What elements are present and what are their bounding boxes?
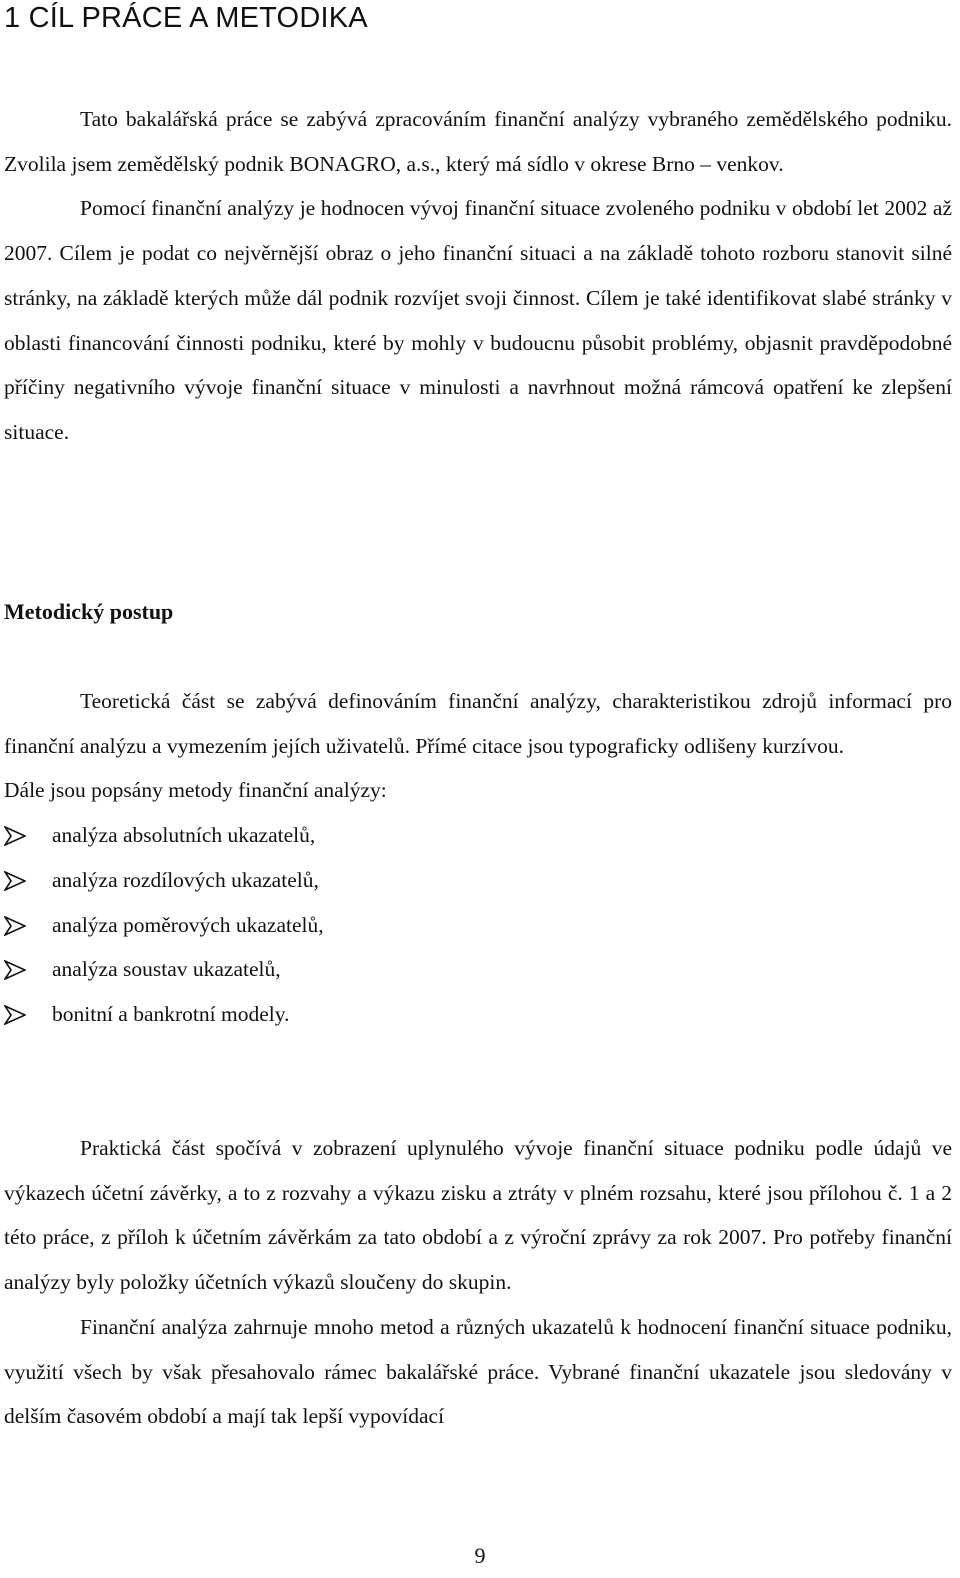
list-item-label: bonitní a bankrotní modely. xyxy=(52,1001,290,1026)
intro-paragraph-1: Tato bakalářská práce se zabývá zpracováním finanční analýzy vybraného zemědělského podniku. Zvolila jsem zemědělský podnik BONAGRO, a.s., který má sídlo v okrese Brno – venkov. xyxy=(4,107,952,176)
practical-paragraph-2: Finanční analýza zahrnuje mnoho metod a různých ukazatelů k hodnocení finanční situace podniku, využití všech by však přesahovalo rámec bakalářské práce. Vybrané finanční ukazatele jsou sledovány v delším časovém období a mají tak lepší vypovídací xyxy=(4,1314,952,1429)
list-item xyxy=(4,858,952,903)
list-item-label: analýza soustav ukazatelů, xyxy=(52,957,281,982)
list-item xyxy=(4,903,952,948)
method-section xyxy=(4,679,952,1037)
chapter-heading: 1 CÍL PRÁCE A METODIKA xyxy=(4,2,368,34)
list-item-label: analýza absolutních ukazatelů, xyxy=(52,823,316,848)
arrowhead-bullet-icon xyxy=(4,960,26,980)
methods-list xyxy=(4,813,952,1037)
method-subheading: Metodický postup xyxy=(4,599,174,624)
arrowhead-bullet-icon xyxy=(4,916,26,936)
practical-paragraph-1: Praktická část spočívá v zobrazení uplynulého vývoje finanční situace podniku podle údajů ve výkazech účetní závěrky, a to z rozvahy a výkazu zisku a ztráty v plném rozsahu, které jsou přílohou č. 1 a 2 této práce, z příloh k účetním závěrkám za tato období a z výroční zprávy za rok 2007. Pro potřeby finanční analýzy byly položky účetních výkazů sloučeny do skupin. xyxy=(4,1136,952,1295)
list-item-label: analýza rozdílových ukazatelů, xyxy=(52,867,319,892)
practical-section xyxy=(4,1126,952,1439)
arrowhead-bullet-icon xyxy=(4,1005,26,1025)
list-item xyxy=(4,992,952,1037)
intro-section xyxy=(4,97,952,455)
list-item xyxy=(4,947,952,992)
list-item xyxy=(4,813,952,858)
intro-paragraph-2: Pomocí finanční analýzy je hodnocen vývoj finanční situace zvoleného podniku v období let 2002 až 2007. Cílem je podat co nejvěrnější obraz o jeho finanční situaci a na základě tohoto rozboru stanovit silné stránky, na základě kterých může dál podnik rozvíjet svoji činnost. Cílem je také identifikovat slabé stránky v oblasti financování činnosti podniku, které by mohly v budoucnu působit problémy, objasnit pravděpodobné příčiny negativního vývoje finanční situace v minulosti a navrhnout možná rámcová opatření ke zlepšení situace. xyxy=(4,196,952,444)
arrowhead-bullet-icon xyxy=(4,871,26,891)
method-paragraph: Teoretická část se zabývá definováním finanční analýzy, charakteristikou zdrojů informací pro finanční analýzu a vymezením jejích uživatelů. Přímé citace jsou typograficky odlišeny kurzívou. xyxy=(4,689,952,758)
list-item-label: analýza poměrových ukazatelů, xyxy=(52,912,324,937)
page-number: 9 xyxy=(474,1543,486,1568)
arrowhead-bullet-icon xyxy=(4,826,26,846)
list-intro: Dále jsou popsány metody finanční analýzy: xyxy=(4,778,387,803)
